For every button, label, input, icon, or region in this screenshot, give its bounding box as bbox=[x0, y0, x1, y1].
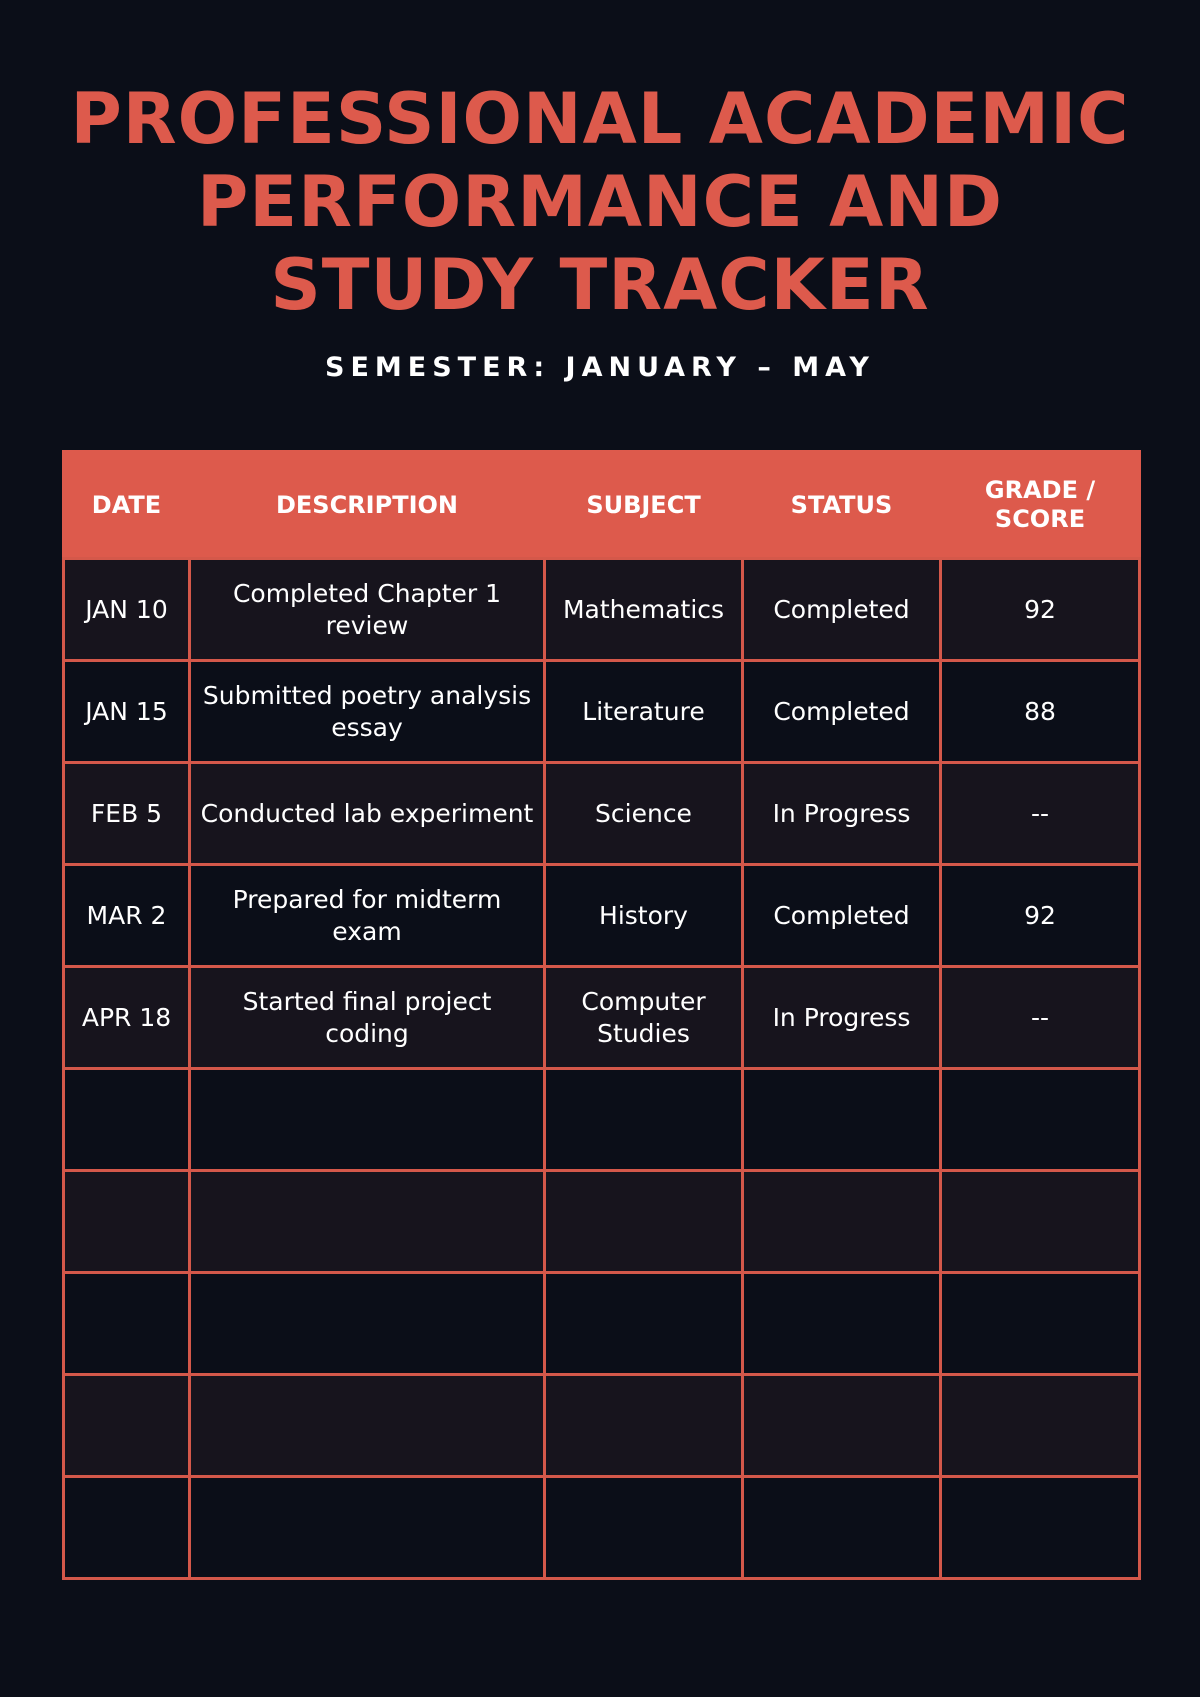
cell-status: Completed bbox=[743, 865, 941, 967]
cell-description[interactable] bbox=[190, 1069, 545, 1171]
cell-date[interactable] bbox=[64, 1069, 190, 1171]
cell-description: Prepared for midterm exam bbox=[190, 865, 545, 967]
cell-date[interactable] bbox=[64, 1171, 190, 1273]
cell-description[interactable] bbox=[190, 1171, 545, 1273]
cell-status: In Progress bbox=[743, 763, 941, 865]
column-header-grade: GRADE / SCORE bbox=[941, 452, 1140, 559]
cell-grade: -- bbox=[941, 967, 1140, 1069]
column-header-description: DESCRIPTION bbox=[190, 452, 545, 559]
cell-status: Completed bbox=[743, 661, 941, 763]
column-header-subject: SUBJECT bbox=[545, 452, 743, 559]
cell-date[interactable] bbox=[64, 1273, 190, 1375]
cell-subject[interactable] bbox=[545, 1069, 743, 1171]
cell-date: JAN 10 bbox=[64, 559, 190, 661]
cell-subject: Literature bbox=[545, 661, 743, 763]
cell-status[interactable] bbox=[743, 1171, 941, 1273]
cell-date[interactable] bbox=[64, 1375, 190, 1477]
cell-date[interactable] bbox=[64, 1477, 190, 1579]
cell-date: FEB 5 bbox=[64, 763, 190, 865]
column-header-status: STATUS bbox=[743, 452, 941, 559]
cell-subject[interactable] bbox=[545, 1171, 743, 1273]
table-row-empty bbox=[64, 1375, 1140, 1477]
table-body bbox=[64, 559, 1140, 1579]
table-row bbox=[64, 559, 1140, 661]
cell-date: MAR 2 bbox=[64, 865, 190, 967]
column-header-date: DATE bbox=[64, 452, 190, 559]
cell-subject[interactable] bbox=[545, 1375, 743, 1477]
table-header bbox=[64, 452, 1140, 559]
cell-status: Completed bbox=[743, 559, 941, 661]
cell-subject: History bbox=[545, 865, 743, 967]
table-row bbox=[64, 763, 1140, 865]
table-row bbox=[64, 661, 1140, 763]
cell-description: Submitted poetry analysis essay bbox=[190, 661, 545, 763]
page-title: PROFESSIONAL ACADEMIC PERFORMANCE AND STUDY TRACKER bbox=[70, 78, 1130, 326]
cell-description: Completed Chapter 1 review bbox=[190, 559, 545, 661]
cell-subject: Science bbox=[545, 763, 743, 865]
cell-date: APR 18 bbox=[64, 967, 190, 1069]
cell-description: Conducted lab experiment bbox=[190, 763, 545, 865]
cell-status[interactable] bbox=[743, 1069, 941, 1171]
cell-subject: Computer Studies bbox=[545, 967, 743, 1069]
cell-grade: 92 bbox=[941, 865, 1140, 967]
cell-grade[interactable] bbox=[941, 1477, 1140, 1579]
cell-grade: -- bbox=[941, 763, 1140, 865]
tracker-table bbox=[62, 450, 1141, 1580]
table-row bbox=[64, 967, 1140, 1069]
table-row-empty bbox=[64, 1273, 1140, 1375]
cell-description[interactable] bbox=[190, 1477, 545, 1579]
cell-status[interactable] bbox=[743, 1375, 941, 1477]
semester-subtitle: SEMESTER: JANUARY – MAY bbox=[325, 352, 875, 383]
cell-date: JAN 15 bbox=[64, 661, 190, 763]
cell-grade: 88 bbox=[941, 661, 1140, 763]
cell-grade[interactable] bbox=[941, 1171, 1140, 1273]
cell-description[interactable] bbox=[190, 1375, 545, 1477]
table-row-empty bbox=[64, 1069, 1140, 1171]
cell-status[interactable] bbox=[743, 1477, 941, 1579]
table-row bbox=[64, 865, 1140, 967]
cell-status: In Progress bbox=[743, 967, 941, 1069]
cell-status[interactable] bbox=[743, 1273, 941, 1375]
table-row-empty bbox=[64, 1477, 1140, 1579]
cell-grade[interactable] bbox=[941, 1375, 1140, 1477]
cell-subject[interactable] bbox=[545, 1477, 743, 1579]
cell-grade[interactable] bbox=[941, 1273, 1140, 1375]
cell-grade: 92 bbox=[941, 559, 1140, 661]
cell-subject: Mathematics bbox=[545, 559, 743, 661]
cell-subject[interactable] bbox=[545, 1273, 743, 1375]
cell-grade[interactable] bbox=[941, 1069, 1140, 1171]
cell-description[interactable] bbox=[190, 1273, 545, 1375]
cell-description: Started final project coding bbox=[190, 967, 545, 1069]
table-row-empty bbox=[64, 1171, 1140, 1273]
header-row bbox=[64, 452, 1140, 559]
